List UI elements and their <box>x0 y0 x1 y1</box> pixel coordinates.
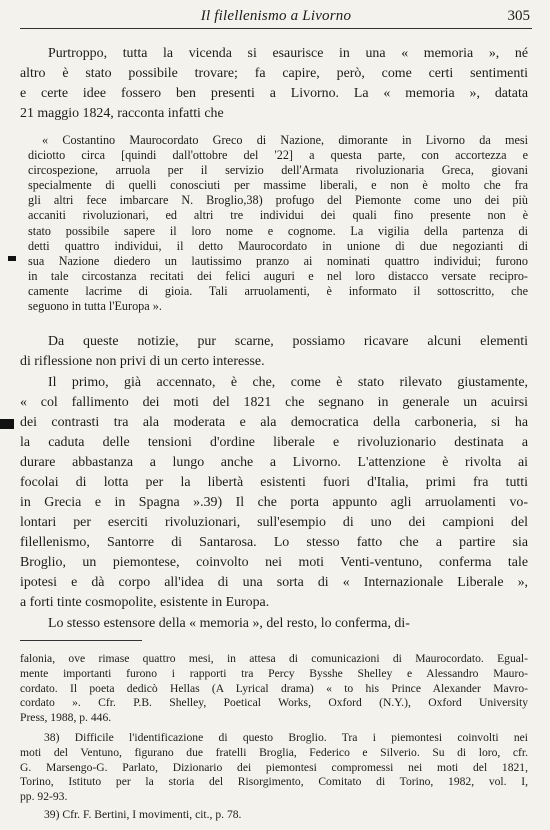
text-line: ipotesi e dà corpo all'idea di una sorta di « Internazionale Liberale », <box>20 575 528 590</box>
text-line: Da queste notizie, pur scarne, possiamo ricavare alcuni elementi <box>48 334 528 349</box>
text-line: in Grecia e in Spagna ».39) Il che porta appunto agli arruolamenti vo- <box>20 495 528 510</box>
quote-line: gli altri fece imbarcare N. Broglio,38) profugo del Piemonte come uno dei più <box>28 193 528 208</box>
intro-paragraph <box>20 44 528 124</box>
text-line: lontari per eserciti rivoluzionari, sull'esempio di uno dei campioni del <box>20 515 528 530</box>
text-line: Broglio, un piemontese, coinvolto nei moti Venti-ventuno, conferma tale <box>20 555 528 570</box>
footnote-line: falonia, ove rimase quattro mesi, in attesa di comunicazioni di Maurocordato. Egual- <box>20 652 528 665</box>
text-line: altro è stato possibile trovare; fa capire, però, come certi sentimenti <box>20 66 528 81</box>
running-title: Il filellenismo a Livorno <box>200 8 352 24</box>
body-paragraph-1 <box>20 332 528 372</box>
footnote-rule <box>20 640 142 641</box>
margin-mark <box>8 256 16 261</box>
quote-line: seguono in tutta l'Europa ». <box>28 299 162 314</box>
text-line: Purtroppo, tutta la vicenda si esaurisce in una « memoria », né <box>48 46 528 61</box>
quote-line: in tale circostanza recitati dei felici auguri e nel loro distacco versate recipro- <box>28 268 528 283</box>
quote-line: detti quattro individui, il detto Maurocordato in unione di due negozianti di <box>28 238 528 253</box>
text-line: e certe idee fossero ben presenti a Livorno. La « memoria », datata <box>20 86 528 101</box>
text-line: 21 maggio 1824, racconta infatti che <box>20 106 224 121</box>
quote-line: stato possibile sapere il loro nome e cognome. La vigilia della partenza di <box>28 223 528 238</box>
quote-line: circospezione, arruola per il servizio dell'Armata rivoluzionaria Greca, giovani <box>28 163 528 178</box>
text-line: a forti tinte cosmopolite, esistente in Europa. <box>20 595 270 610</box>
quote-line: sua Nazione diedero un lautissimo pranzo ai nominati quattro individui; furono <box>28 253 528 268</box>
text-line: dei contrasti tra ala moderata e ala democratica della carboneria, si ha <box>20 415 528 430</box>
footnote-39 <box>20 808 528 823</box>
quote-line: camente lacrime di gioia. Tali arruolamenti, è informato il sottoscritto, che <box>28 283 528 298</box>
quote-line: specialmente di quelli conosciuti per massime liberali, e non è molto che fra <box>28 178 528 193</box>
body-paragraph-3 <box>20 614 528 634</box>
footnote-line: cordato. Il poeta dedicò Hellas (A Lyrical drama) « to his Prince Alexander Mavro- <box>20 681 528 695</box>
footnote-line: 38) Difficile l'identificazione di questo Broglio. Tra i piemontesi coinvolti nei <box>44 731 528 744</box>
footnote-line: pp. 92-93. <box>20 790 68 804</box>
page-header <box>20 6 532 29</box>
footnote-line: 39) Cfr. F. Bertini, I movimenti, cit., p. 78. <box>44 808 242 821</box>
text-line: durare abbastanza a lungo anche a Livorno. L'attenzione è rivolta ai <box>20 455 528 470</box>
footnote-continuation <box>20 652 528 726</box>
footnote-line: moti del Ventuno, figurano due fratelli Broglia, Federico e Silverio. Su di loro, cfr. <box>20 745 528 759</box>
footnote-line: Torino, Istituto per la storia del Risorgimento, Comitato di Torino, 1982, vol. I, <box>20 775 528 789</box>
footnote-38 <box>20 731 528 805</box>
footnote-line: Press, 1988, p. 446. <box>20 711 112 725</box>
footnote-line: mente importanti furono i rapporti tra Percy Bysshe Shelley e Alessandro Mauro- <box>20 666 528 680</box>
margin-mark <box>0 419 14 429</box>
text-line: focolai di lotta per la libertà esistenti fuori d'Italia, primi fra tutti <box>20 475 528 490</box>
block-quote <box>28 133 528 314</box>
text-line: « col fallimento dei moti del 1821 che segnano in generale un acuirsi <box>20 395 528 410</box>
footnote-line: cordato ». Cfr. P.B. Shelley, Poetical Works, Oxford (N.Y.), Oxford University <box>20 696 528 710</box>
footnote-line: G. Marsengo-G. Parlato, Dizionario dei piemontesi compromessi nei moti del 1821, <box>20 760 528 774</box>
text-line: la caduta delle tensioni d'ordine liberale e rivoluzionario destinata a <box>20 435 528 450</box>
quote-line: diciotto circa [quindi dall'ottobre del '22] a questa parte, con accortezza e <box>28 148 528 163</box>
quote-line: accaniti rivoluzionari, ed altri tre individui dei quali fino presente non è <box>28 208 528 223</box>
text-line: Lo stesso estensore della « memoria », del resto, lo conferma, di- <box>48 616 410 631</box>
body-paragraph-2 <box>20 373 528 613</box>
text-line: filellenismo, Santorre di Santarosa. Lo stesso fatto che a partire sia <box>20 535 528 550</box>
page-number: 305 <box>507 8 530 24</box>
text-line: di riflessione non privi di un certo interesse. <box>20 354 265 369</box>
text-line: Il primo, già accennato, è che, come è stato rilevato giustamente, <box>48 375 528 390</box>
quote-line: « Costantino Maurocordato Greco di Nazione, dimorante in Livorno da mesi <box>42 133 528 147</box>
